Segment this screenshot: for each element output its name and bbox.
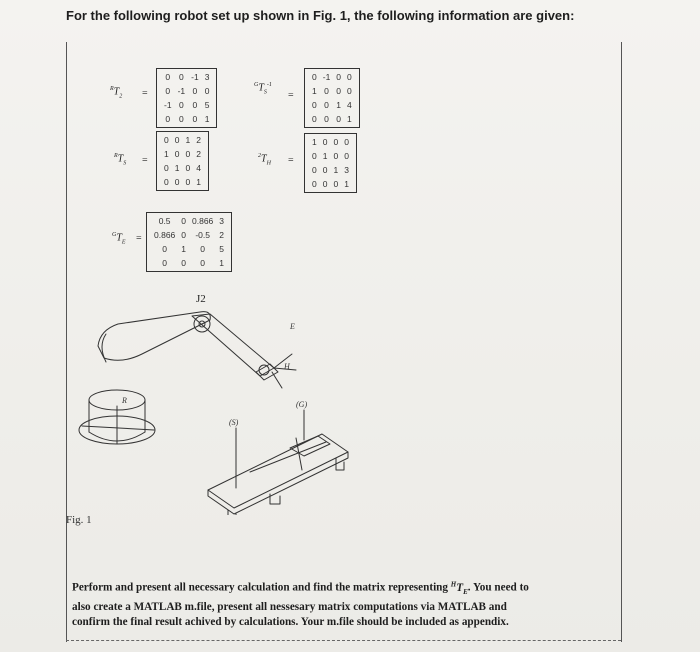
shoulder-curve [102,334,106,362]
target-main: T [456,581,464,594]
robot-setup-diagram [60,290,380,515]
equation-label: $^GT_E$ [112,232,126,246]
target-sup: H [450,580,457,588]
matrix-cell: 0 [165,72,171,82]
equation-label: $^GT_S^{-1}$ [254,82,272,96]
matrix-row [161,70,212,84]
matrix-cell: -1 [164,100,172,110]
matrix-cell: 0 [185,177,191,187]
matrix-cell: 1 [181,244,187,254]
matrix-cell: 0 [165,114,171,124]
matrix-cell: 0 [174,149,180,159]
matrix-cell: 0 [324,86,329,96]
matrix-cell: 0 [333,137,339,147]
equals-sign: = [142,155,148,166]
matrix-row [151,228,227,242]
matrix-cell: 1 [333,165,339,175]
table-leg-back-right [336,458,344,470]
matrix-cell: 0.5 [158,216,171,226]
matrix-cell: 0.866 [192,216,214,226]
matrix-cell: 1 [322,151,328,161]
matrix-cell: 0 [322,137,328,147]
matrix-cell: 0 [185,149,191,159]
equals-sign: = [288,155,294,166]
joint-j2-label: J2 [196,293,206,305]
matrix-row [309,177,352,191]
matrix-cell: 0 [200,244,206,254]
ground-axis-x [82,426,154,430]
matrix-cell: 0 [174,135,180,145]
frame-bottom-divider [66,640,621,641]
matrix-cell: 3 [219,216,225,226]
matrix-row [309,149,352,163]
end-effector-axis-3 [272,372,282,388]
matrix-row [161,133,204,147]
matrix-gts-inverse [304,68,360,128]
matrix-row [161,112,212,126]
e-frame-label: E [290,322,295,331]
matrix-cell: 0 [200,258,206,268]
instruction-line-2: also create a MATLAB m.file, present all nessesary matrix computations via MATLAB and [72,600,507,613]
matrix-cell: 1 [196,177,201,187]
matrix-cell: 0 [322,179,328,189]
matrix-cell: 0 [324,114,329,124]
matrix-cell: 1 [336,100,342,110]
instruction-line-3: confirm the final result achived by calculations. Your m.file should be included as appendix. [72,615,509,628]
table-frame-x-axis [250,442,326,472]
matrix-cell: 0 [333,151,339,161]
matrix-cell: 0 [312,72,317,82]
matrix-cell: 0 [347,72,352,82]
matrix-row [309,84,355,98]
matrix-cell: 0 [204,86,210,96]
matrix-cell: 1 [344,179,349,189]
r-frame-label: R [122,396,127,405]
g-frame-label: (G) [296,400,308,409]
matrix-2th [304,133,357,193]
matrix-row [309,98,355,112]
instruction-line-1: Perform and present all necessary calculation and find the matrix representing [72,581,451,594]
matrix-cell: -0.5 [195,230,210,240]
matrix-cell: 0 [312,165,317,175]
matrix-cell: 3 [344,165,349,175]
matrix-cell: 0 [312,100,317,110]
matrix-cell: 0 [324,100,329,110]
matrix-cell: 0.866 [154,230,176,240]
matrix-row [309,70,355,84]
matrix-cell: 1 [347,114,352,124]
matrix-row [161,84,212,98]
equals-sign: = [136,233,142,244]
matrix-cell: 0 [165,86,171,96]
task-instructions [72,577,618,630]
matrix-cell: 1 [219,258,225,268]
matrix-row [161,147,204,161]
matrix-cell: 0 [312,151,317,161]
matrix-cell: 2 [219,230,225,240]
equation-label: $^RT_S$ [114,153,127,167]
matrix-cell: 1 [174,163,180,173]
matrix-cell: 0 [181,216,187,226]
matrix-cell: 0 [333,179,339,189]
matrix-cell: 3 [204,72,210,82]
matrix-row [161,98,212,112]
equals-sign: = [288,90,294,101]
matrix-cell: 0 [192,114,198,124]
matrix-row [161,175,204,189]
matrix-cell: 0 [164,177,169,187]
matrix-cell: 0 [344,137,349,147]
matrix-cell: 0 [174,177,180,187]
matrix-row [309,135,352,149]
matrix-gte [146,212,232,272]
matrix-rts [156,131,209,191]
h-frame-label: H [284,362,290,371]
matrix-cell: 0 [162,258,167,268]
matrix-cell: 0 [164,135,169,145]
matrix-cell: 1 [312,137,317,147]
matrix-cell: -1 [191,72,199,82]
matrix-row [151,256,227,270]
matrix-cell: 0 [162,244,167,254]
matrix-cell: 0 [336,114,342,124]
matrix-cell: 0 [344,151,349,161]
matrix-cell: 0 [181,230,187,240]
equals-sign: = [142,88,148,99]
target-sub: E [463,587,468,596]
matrix-row [151,242,227,256]
problem-heading: For the following robot set up shown in Fig. 1, the following information are given: [66,8,575,23]
matrix-row [309,112,355,126]
matrix-cell: -1 [322,72,331,82]
matrix-cell: 1 [164,149,169,159]
matrix-cell: 0 [312,114,317,124]
matrix-cell: 4 [347,100,352,110]
matrix-cell: 1 [312,86,317,96]
matrix-cell: 0 [192,100,198,110]
matrix-row [161,161,204,175]
matrix-cell: 0 [178,114,184,124]
matrix-cell: 0 [336,86,342,96]
upper-arm-link [98,312,210,361]
matrix-cell: 5 [204,100,210,110]
matrix-row [151,214,227,228]
matrix-cell: 0 [336,72,342,82]
matrix-row [309,163,352,177]
matrix-cell: 4 [196,163,201,173]
equation-label: $^RT_2$ [110,86,123,100]
matrix-cell: 0 [178,100,184,110]
matrix-cell: 1 [185,135,191,145]
matrix-rt2 [156,68,217,128]
matrix-cell: 0 [181,258,187,268]
matrix-cell: 0 [185,163,191,173]
s-frame-label: (S) [229,418,239,427]
matrix-cell: 0 [312,179,317,189]
matrix-cell: 2 [196,149,201,159]
matrix-cell: 0 [164,163,169,173]
matrix-cell: 0 [178,72,184,82]
matrix-cell: 2 [196,135,201,145]
matrix-cell: 0 [322,165,328,175]
equation-label: $^2T_H$ [258,153,271,167]
matrix-cell: 0 [347,86,352,96]
matrix-cell: 5 [219,244,225,254]
instruction-line-1-end: . You need to [467,581,529,594]
matrix-cell: 0 [192,86,198,96]
matrix-cell: -1 [177,86,186,96]
matrix-cell: 1 [204,114,210,124]
figure-caption: Fig. 1 [66,514,92,526]
